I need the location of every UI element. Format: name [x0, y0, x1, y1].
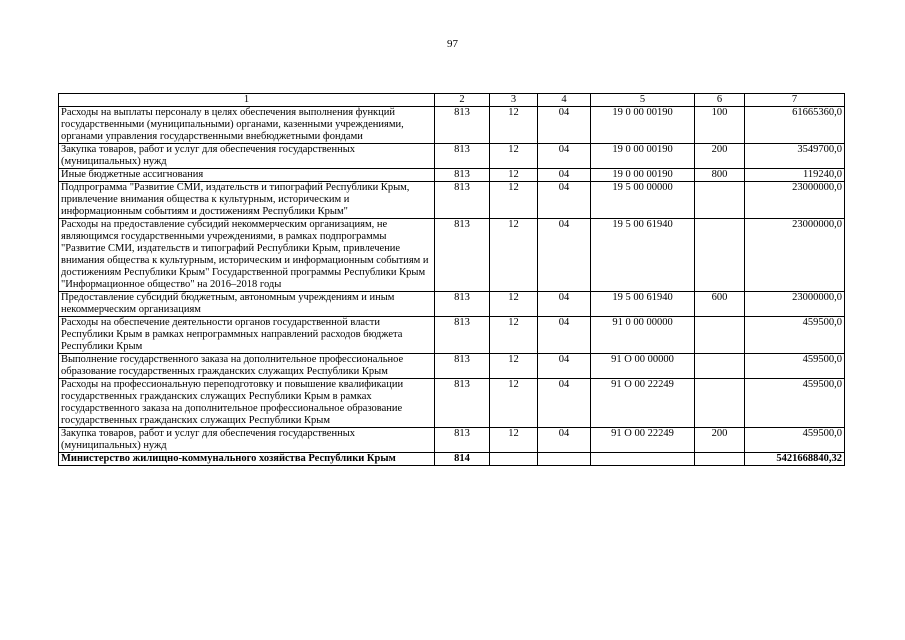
column-header: 1: [59, 94, 435, 107]
target-article-code: 19 0 00 00190: [591, 169, 695, 182]
expense-type-code: [695, 379, 745, 428]
row-name: Расходы на выплаты персоналу в целях обеспечения выполнения функций государственными (муниципальными) органами, казенными учреждениями, органами управления государственными внебюджетными фондами: [59, 107, 435, 144]
table-row: [59, 144, 845, 169]
budget-table: [58, 93, 845, 466]
target-article-code: 19 0 00 00190: [591, 144, 695, 169]
subsection-code: 04: [538, 428, 591, 453]
row-name: Расходы на предоставление субсидий некоммерческим организациям, не являющимся государственными учреждениями, в рамках подпрограммы "Развитие СМИ, издательств и типографий Республики Крым, привлечение внимания общества к культурным, историческим и информационным событиям и достижениям Республики Крым" Государственной программы Республики Крым "Информационное общество" на 2016–2018 годы: [59, 219, 435, 292]
table-row: [59, 219, 845, 292]
expense-type-code: 100: [695, 107, 745, 144]
row-name: Подпрограмма "Развитие СМИ, издательств и типографий Республики Крым, привлечение внимания общества к культурным, историческим и информационным событиям и достижениям Республики Крым": [59, 182, 435, 219]
page-number: 97: [447, 38, 458, 50]
expense-type-code: 200: [695, 144, 745, 169]
column-header: 6: [695, 94, 745, 107]
target-article-code: 91 О 00 00000: [591, 354, 695, 379]
subsection-code: 04: [538, 317, 591, 354]
amount: 61665360,0: [745, 107, 845, 144]
target-article-code: 19 5 00 00000: [591, 182, 695, 219]
expense-type-code: 600: [695, 292, 745, 317]
row-name: Расходы на профессиональную переподготовку и повышение квалификации государственных гражданских служащих Республики Крым в рамках государственного заказа на дополнительное профессиональное образование государственных гражданских служащих Республики Крым: [59, 379, 435, 428]
table-row: [59, 379, 845, 428]
ministry-code: 814: [435, 453, 490, 466]
row-name: Закупка товаров, работ и услуг для обеспечения государственных (муниципальных) нужд: [59, 428, 435, 453]
table-row: [59, 182, 845, 219]
column-header: 7: [745, 94, 845, 107]
section-code: 12: [490, 354, 538, 379]
subsection-code: 04: [538, 169, 591, 182]
row-name: Выполнение государственного заказа на дополнительное профессиональное образование государственных гражданских служащих Республики Крым: [59, 354, 435, 379]
amount: 23000000,0: [745, 219, 845, 292]
target-article-code: 91 О 00 22249: [591, 428, 695, 453]
target-article-code: 19 5 00 61940: [591, 219, 695, 292]
amount: 459500,0: [745, 428, 845, 453]
ministry-code: 813: [435, 428, 490, 453]
subsection-code: 04: [538, 292, 591, 317]
amount: 23000000,0: [745, 182, 845, 219]
ministry-code: 813: [435, 182, 490, 219]
expense-type-code: [695, 219, 745, 292]
ministry-code: 813: [435, 292, 490, 317]
subsection-code: 04: [538, 144, 591, 169]
section-code: 12: [490, 219, 538, 292]
ministry-code: 813: [435, 317, 490, 354]
target-article-code: [591, 453, 695, 466]
table-row: [59, 317, 845, 354]
expense-type-code: [695, 317, 745, 354]
row-name: Иные бюджетные ассигнования: [59, 169, 435, 182]
table-row: [59, 169, 845, 182]
ministry-code: 813: [435, 354, 490, 379]
expense-type-code: 200: [695, 428, 745, 453]
amount: 3549700,0: [745, 144, 845, 169]
expense-type-code: [695, 182, 745, 219]
section-code: 12: [490, 182, 538, 219]
column-number-row: [59, 94, 845, 107]
section-code: 12: [490, 428, 538, 453]
column-header: 5: [591, 94, 695, 107]
row-name: Предоставление субсидий бюджетным, автономным учреждениям и иным некоммерческим организациям: [59, 292, 435, 317]
subsection-code: 04: [538, 379, 591, 428]
ministry-code: 813: [435, 107, 490, 144]
expense-type-code: [695, 453, 745, 466]
column-header: 4: [538, 94, 591, 107]
ministry-code: 813: [435, 219, 490, 292]
ministry-code: 813: [435, 169, 490, 182]
row-name: Министерство жилищно-коммунального хозяйства Республики Крым: [59, 453, 435, 466]
ministry-code: 813: [435, 379, 490, 428]
subsection-code: 04: [538, 354, 591, 379]
amount: 5421668840,32: [745, 453, 845, 466]
table-row: [59, 428, 845, 453]
amount: 459500,0: [745, 379, 845, 428]
column-header: 2: [435, 94, 490, 107]
section-code: 12: [490, 317, 538, 354]
section-code: 12: [490, 169, 538, 182]
target-article-code: 19 5 00 61940: [591, 292, 695, 317]
target-article-code: 91 О 00 22249: [591, 379, 695, 428]
table-row: [59, 453, 845, 466]
row-name: Закупка товаров, работ и услуг для обеспечения государственных (муниципальных) нужд: [59, 144, 435, 169]
amount: 459500,0: [745, 317, 845, 354]
subsection-code: 04: [538, 107, 591, 144]
subsection-code: 04: [538, 182, 591, 219]
amount: 23000000,0: [745, 292, 845, 317]
section-code: 12: [490, 292, 538, 317]
section-code: 12: [490, 379, 538, 428]
section-code: [490, 453, 538, 466]
table-row: [59, 292, 845, 317]
ministry-code: 813: [435, 144, 490, 169]
table-row: [59, 354, 845, 379]
table-row: [59, 107, 845, 144]
section-code: 12: [490, 144, 538, 169]
amount: 459500,0: [745, 354, 845, 379]
expense-type-code: [695, 354, 745, 379]
row-name: Расходы на обеспечение деятельности органов государственной власти Республики Крым в рамках непрограммных направлений расходов бюджета Республики Крым: [59, 317, 435, 354]
expense-type-code: 800: [695, 169, 745, 182]
amount: 119240,0: [745, 169, 845, 182]
subsection-code: 04: [538, 219, 591, 292]
subsection-code: [538, 453, 591, 466]
section-code: 12: [490, 107, 538, 144]
target-article-code: 91 0 00 00000: [591, 317, 695, 354]
target-article-code: 19 0 00 00190: [591, 107, 695, 144]
column-header: 3: [490, 94, 538, 107]
